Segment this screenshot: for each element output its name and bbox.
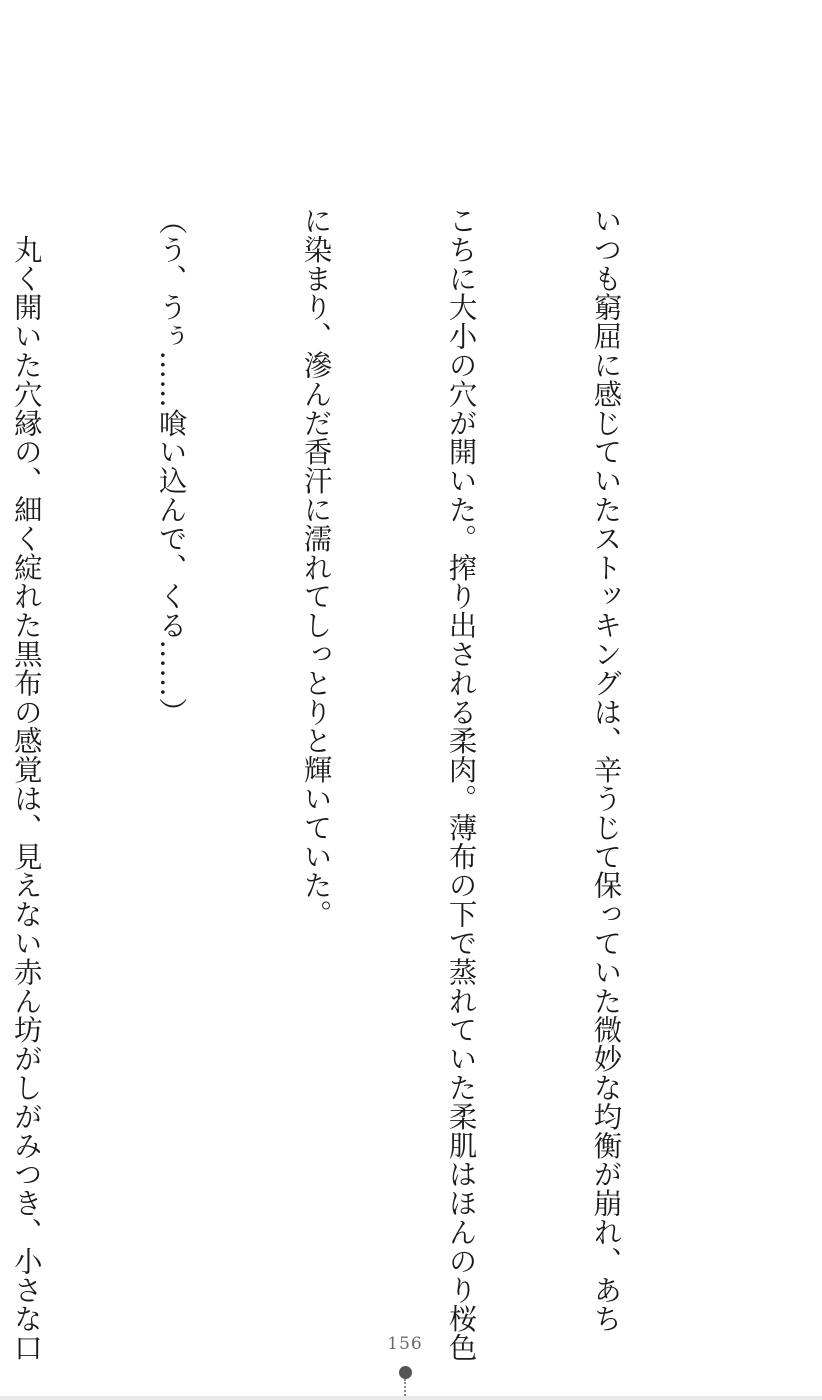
text-line: こちに大小の穴が開いた。搾り出される柔肉。薄布の下で蒸れていた柔肌はほんのり桜色 [444, 206, 478, 1362]
text-line: 丸く開いた穴縁の、細く綻れた黒布の感覚は、見えない赤ん坊がしがみつき、小さな口 [9, 206, 43, 1362]
text-line: に染まり、滲んだ香汗に濡れてしっとりと輝いていた。 [299, 206, 333, 929]
page-number: 156 [387, 1334, 423, 1354]
page-bottom-edge [0, 1396, 822, 1400]
text-line: いつも窮屈に感じていたストッキングは、辛うじて保っていた微妙な均衡が崩れ、あち [589, 206, 623, 1334]
text-line: （う、うぅ……喰い込んで、くる……） [154, 206, 188, 727]
page-marker-dot [399, 1366, 412, 1379]
